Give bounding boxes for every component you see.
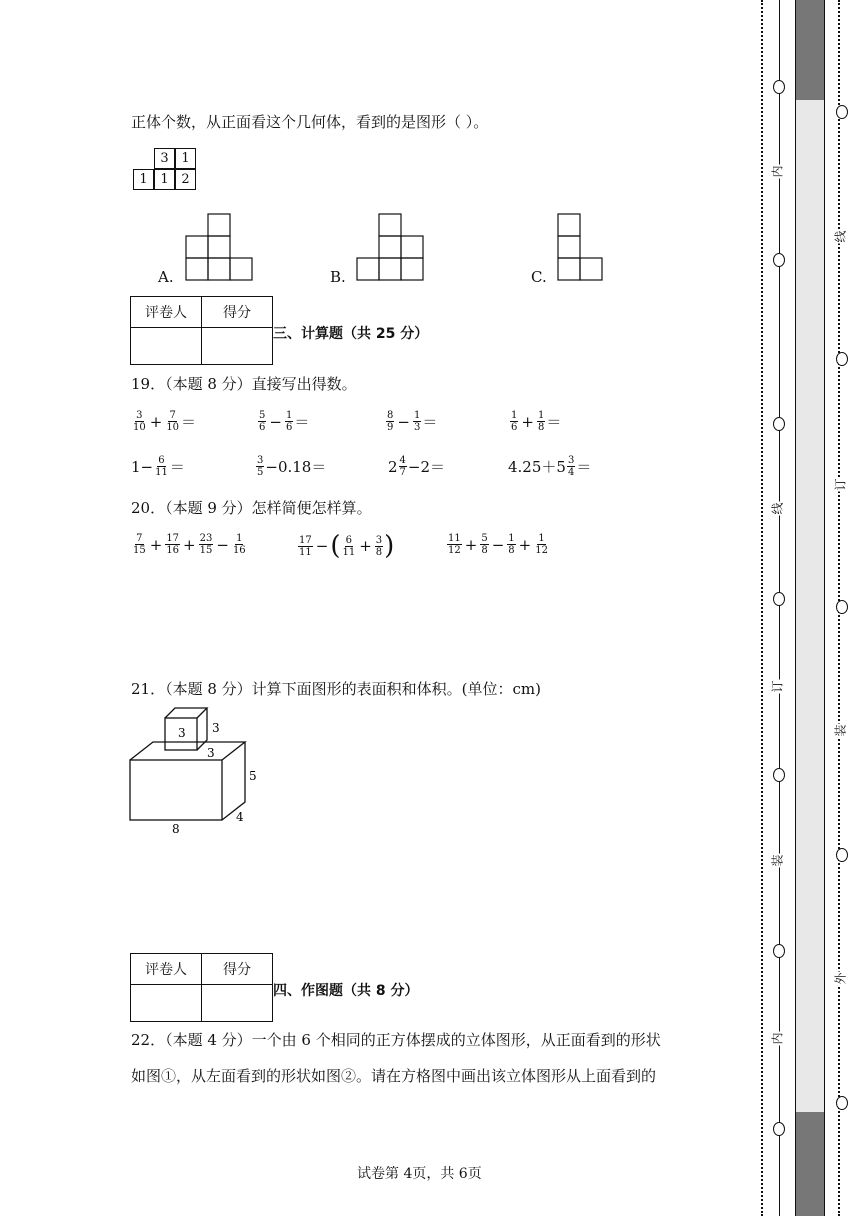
q19-expr-2: $\frac{5}{6}$ − $\frac{1}{6}$ ＝ — [259, 410, 310, 433]
binding-circle — [773, 253, 785, 267]
score-box-section4 — [130, 953, 273, 1022]
grid-cell: 1 — [133, 169, 154, 190]
margin-char: 线 — [770, 502, 785, 515]
score-header: 得分 — [202, 297, 273, 328]
grid-cell: 2 — [175, 169, 196, 190]
label-small-side: 3 — [212, 721, 220, 735]
margin-char: 装 — [833, 724, 848, 737]
q20-expr-2: $\frac{17}{11}$ − ( $\frac{6}{11}$ + $\frac{3}{8}$ ) — [299, 531, 395, 561]
margin-char: 订 — [770, 680, 785, 693]
label-length: 8 — [172, 822, 180, 836]
binding-circle — [773, 768, 785, 782]
section4-title: 四、作图题（共 8 分） — [273, 983, 419, 999]
fraction: $\frac{7}{10}$ — [166, 410, 180, 433]
score-header: 得分 — [202, 954, 273, 985]
option-c-figure — [557, 212, 607, 282]
binding-circle — [773, 417, 785, 431]
margin-char: 线 — [833, 230, 848, 243]
option-b-figure — [356, 212, 426, 282]
page-footer: 试卷第 4页，共 6页 — [357, 1166, 482, 1182]
q19-expr-7: 2 $\frac{4}{7}$ −2＝ — [388, 455, 446, 478]
fraction: $\frac{4}{7}$ — [399, 455, 406, 478]
label-height: 5 — [249, 769, 257, 783]
fraction: $\frac{6}{11}$ — [155, 455, 168, 478]
q18-text: 正体个数，从正面看这个几何体，看到的是图形（ ）。 — [131, 113, 489, 131]
q19-expr-3: $\frac{8}{9}$ − $\frac{1}{3}$ ＝ — [387, 410, 438, 433]
margin-char: 外 — [833, 972, 848, 985]
margin-char: 内 — [770, 1032, 785, 1045]
fraction: $\frac{8}{9}$ — [387, 410, 394, 433]
gray-strip — [795, 0, 825, 1216]
grader-cell[interactable] — [131, 328, 202, 365]
option-c-label: C. — [531, 268, 547, 286]
binding-circle — [773, 944, 785, 958]
binding-circle — [836, 848, 848, 862]
binding-circle — [836, 1096, 848, 1110]
gray-strip-top-dark — [795, 0, 825, 100]
margin-char: 装 — [770, 854, 785, 867]
fraction: $\frac{5}{6}$ — [259, 410, 266, 433]
option-a-label: A. — [158, 268, 174, 286]
option-a-figure — [185, 212, 255, 282]
binding-circle — [836, 352, 848, 366]
label-small-depth: 3 — [207, 746, 215, 760]
binding-circle — [773, 1122, 785, 1136]
q21-title: 21．（本题 8 分）计算下面图形的表面积和体积。(单位：cm) — [131, 680, 541, 698]
grid-cell: 3 — [154, 148, 175, 169]
option-b-label: B. — [330, 268, 346, 286]
grader-cell[interactable] — [131, 985, 202, 1022]
fraction: $\frac{1}{6}$ — [511, 410, 518, 433]
section3-title: 三、计算题（共 25 分） — [273, 326, 429, 342]
margin-char: 订 — [833, 478, 848, 491]
q19-expr-5: 1− $\frac{6}{11}$ ＝ — [131, 455, 185, 478]
q19-expr-8: 4.25＋5 $\frac{3}{4}$ ＝ — [508, 455, 592, 478]
score-cell[interactable] — [202, 328, 273, 365]
q22-line1: 22．（本题 4 分）一个由 6 个相同的正方体摆成的立体图形，从正面看到的形状 — [131, 1031, 661, 1049]
fraction: $\frac{3}{5}$ — [257, 455, 264, 478]
fraction: $\frac{1}{6}$ — [285, 410, 293, 433]
q19-expr-6: $\frac{3}{5}$ −0.18＝ — [257, 455, 327, 478]
fraction: $\frac{1}{3}$ — [413, 410, 421, 433]
grid-cell: 1 — [175, 148, 196, 169]
binding-circle — [773, 80, 785, 94]
q19-expr-4: $\frac{1}{6}$ + $\frac{1}{8}$ ＝ — [511, 410, 562, 433]
q20-expr-1: $\frac{7}{15}$ + $\frac{17}{16}$ + $\frac{23}{15}$ − $\frac{1}{16}$ — [133, 533, 246, 556]
fraction: $\frac{3}{10}$ — [133, 410, 146, 433]
binding-circle — [836, 105, 848, 119]
gray-strip-bottom-dark — [795, 1112, 825, 1216]
q20-title: 20．（本题 9 分）怎样简便怎样算。 — [131, 499, 372, 517]
fraction: $\frac{1}{8}$ — [537, 410, 545, 433]
q20-expr-3: $\frac{11}{12}$ + $\frac{5}{8}$ − $\frac{1}{8}$ + $\frac{1}{12}$ — [448, 533, 548, 556]
q19-title: 19．（本题 8 分）直接写出得数。 — [131, 375, 357, 393]
grader-header: 评卷人 — [131, 954, 202, 985]
margin-char: 内 — [770, 165, 785, 178]
q22-line2: 如图①，从左面看到的形状如图②。请在方格图中画出该立体图形从上面看到的 — [131, 1067, 657, 1085]
binding-circle — [836, 600, 848, 614]
q19-expr-1: $\frac{3}{10}$ + $\frac{7}{10}$ ＝ — [133, 410, 197, 433]
score-box-section3 — [130, 296, 273, 365]
q21-cuboid-figure — [125, 700, 275, 840]
grid-cell: 1 — [154, 169, 175, 190]
score-cell[interactable] — [202, 985, 273, 1022]
fraction: $\frac{3}{4}$ — [567, 455, 575, 478]
dotted-line-inner — [761, 0, 763, 1216]
grader-header: 评卷人 — [131, 297, 202, 328]
binding-circle — [773, 592, 785, 606]
label-depth: 4 — [236, 810, 244, 824]
label-small-front: 3 — [178, 726, 186, 740]
